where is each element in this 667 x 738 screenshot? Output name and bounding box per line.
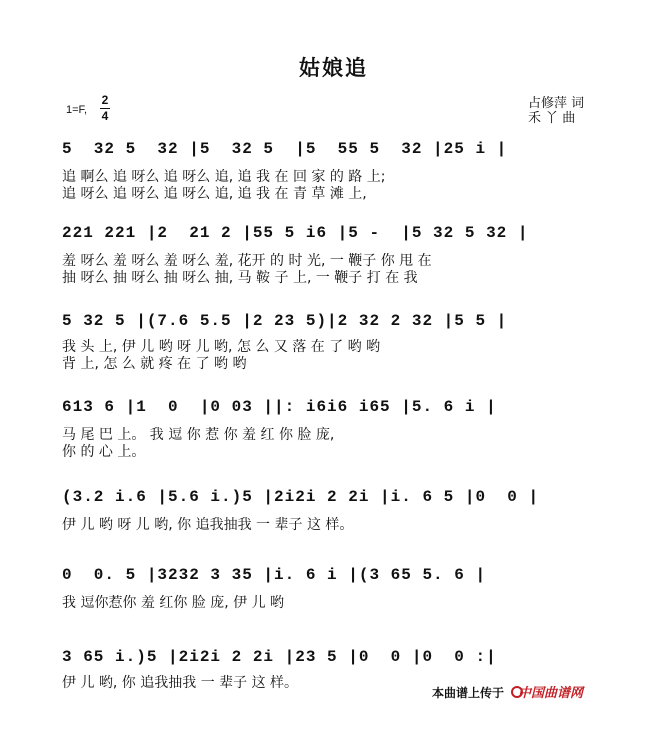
lyric-line-3a: 我 头 上, 伊 儿 哟 呀 儿 哟, 怎 么 又 落 在 了 哟 哟 <box>62 339 381 355</box>
site-brand[interactable]: 中国曲谱网 <box>518 686 584 701</box>
lyric-line-3b: 背 上, 怎 么 就 疼 在 了 哟 哟 <box>62 356 247 372</box>
score-line-3: 5 32 5 |(7.6 5.5 |2 23 5)|2 32 2 32 |5 5 | <box>62 312 508 330</box>
upload-footer-text: 本曲谱上传于 <box>432 686 505 700</box>
lyric-line-4b: 你 的 心 上。 <box>62 444 146 460</box>
score-line-5: (3.2 i.6 |5.6 i.)5 |2i2i 2 2i |i. 6 5 |0 0 | <box>62 488 540 506</box>
key-signature: 1=F, <box>66 104 88 116</box>
composer-credit: 禾 丫 曲 <box>528 111 576 126</box>
score-line-2: 221 221 |2 21 2 |55 5 i6 |5 - |5 32 5 32 | <box>62 224 529 242</box>
lyric-line-1a: 追 啊么 追 呀么 追 呀么 追, 追 我 在 回 家 的 路 上; <box>62 169 386 185</box>
score-line-1: 5 32 5 32 |5 32 5 |5 55 5 32 |25 i | <box>62 140 508 158</box>
lyricist-credit: 占修萍 词 <box>528 96 585 111</box>
lyric-line-1b: 追 呀么 追 呀么 追 呀么 追, 追 我 在 青 草 滩 上, <box>62 186 367 202</box>
lyric-line-4a: 马 尾 巴 上。 我 逗 你 惹 你 羞 红 你 脸 庞, <box>62 427 335 443</box>
lyric-line-2b: 抽 呀么 抽 呀么 抽 呀么 抽, 马 鞍 子 上, 一 鞭子 打 在 我 <box>62 270 418 286</box>
score-line-7: 3 65 i.)5 |2i2i 2 2i |23 5 |0 0 |0 0 :| <box>62 648 497 666</box>
lyric-line-5a: 伊 儿 哟 呀 儿 哟, 你 追我抽我 一 辈子 这 样。 <box>62 517 354 533</box>
lyric-line-6a: 我 逗你惹你 羞 红你 脸 庞, 伊 儿 哟 <box>62 595 285 611</box>
time-signature-top: 2 <box>101 93 109 107</box>
time-signature <box>100 94 110 123</box>
lyric-line-7a: 伊 儿 哟, 你 追我抽我 一 辈子 这 样。 <box>62 675 299 691</box>
time-signature-bottom: 4 <box>101 109 109 123</box>
score-line-4: 613 6 |1 0 |0 03 ||: i6i6 i65 |5. 6 i | <box>62 398 497 416</box>
song-title: 姑娘追 <box>299 56 368 80</box>
score-line-6: 0 0. 5 |3232 3 35 |i. 6 i |(3 65 5. 6 | <box>62 566 487 584</box>
lyric-line-2a: 羞 呀么 羞 呀么 羞 呀么 羞, 花开 的 时 光, 一 鞭子 你 甩 在 <box>62 253 432 269</box>
